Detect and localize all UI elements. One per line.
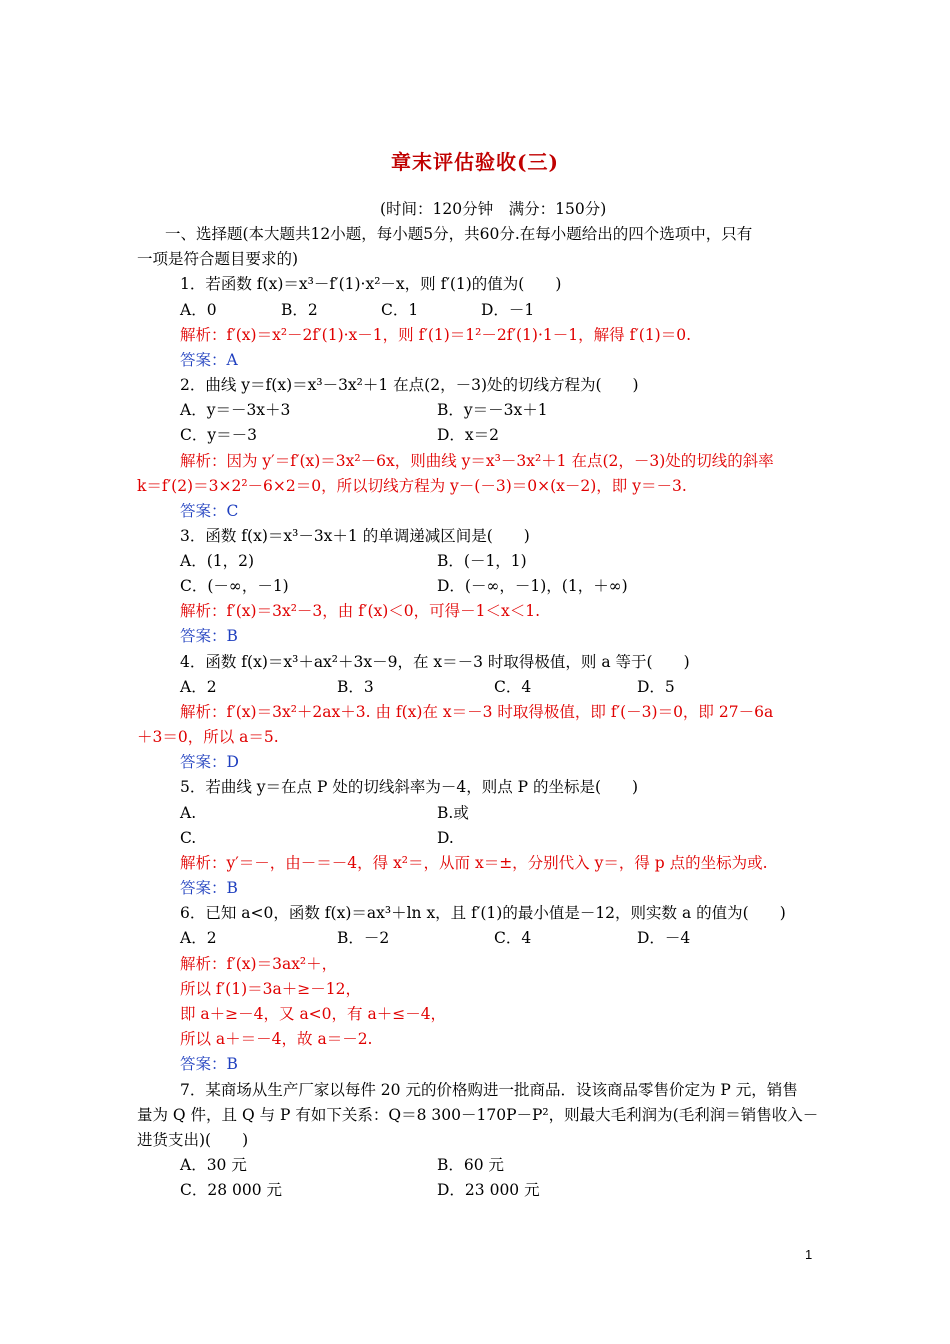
q2-stem: 2．曲线 y＝f(x)＝x³－3x²＋1 在点(2，－3)处的切线方程为( )	[180, 376, 639, 394]
q4-option-b: B．3	[337, 678, 374, 696]
page-number: 1	[805, 1247, 813, 1262]
q4-option-c: C．4	[494, 678, 532, 696]
q2-option-d: D．x＝2	[437, 426, 500, 444]
page-title: 章末评估验收(三)	[391, 150, 559, 174]
q3-analysis: 解析：f′(x)＝3x²－3，由 f′(x)＜0，可得－1＜x＜1.	[180, 602, 541, 620]
q5-analysis: 解析：y′＝－，由－＝－4，得 x²＝，从而 x＝±，分别代入 y＝，得 p 点的坐标为或.	[180, 854, 768, 872]
q7-stem-line1: 7．某商场从生产厂家以每件 20 元的价格购进一批商品．设该商品零售价定为 P 元，销售	[180, 1081, 798, 1099]
q4-analysis-line1: 解析：f′(x)＝3x²＋2ax＋3. 由 f(x)在 x＝－3 时取得极值，即 f′(－3)＝0，即 27－6a	[180, 703, 774, 721]
q4-option-a: A．2	[180, 678, 217, 696]
q7-option-d: D．23 000 元	[437, 1181, 540, 1199]
q2-analysis-line2: k＝f′(2)＝3×2²－6×2＝0，所以切线方程为 y－(－3)＝0×(x－2)，即 y＝－3.	[137, 477, 687, 495]
q4-option-d: D．5	[637, 678, 675, 696]
q3-option-d: D．(－∞，－1)，(1，＋∞)	[437, 577, 628, 595]
q5-option-c: C.	[180, 829, 197, 847]
q2-option-c: C．y＝－3	[180, 426, 257, 444]
q1-option-d: D．－1	[481, 301, 535, 319]
q6-analysis-line2: 所以 f′(1)＝3a＋≥－12，	[180, 980, 361, 998]
q6-analysis-line4: 所以 a＋＝－4，故 a＝－2.	[180, 1030, 373, 1048]
exam-info: (时间：120分钟 满分：150分)	[380, 200, 607, 218]
q7-option-a: A．30 元	[180, 1156, 247, 1174]
q3-option-c: C．(－∞，－1)	[180, 577, 289, 595]
q5-option-b: B.或	[437, 804, 469, 822]
q4-stem: 4．函数 f(x)＝x³＋ax²＋3x－9，在 x＝－3 时取得极值，则 a 等于( )	[180, 653, 690, 671]
q1-option-a: A．0	[180, 301, 217, 319]
section-heading-cont: 一项是符合题目要求的)	[137, 250, 299, 268]
q5-answer: 答案：B	[180, 879, 238, 897]
q6-analysis-line3: 即 a＋≥－4，又 a<0，有 a＋≤－4，	[180, 1005, 447, 1023]
q7-stem-line2: 量为 Q 件，且 Q 与 P 有如下关系：Q＝8 300－170P－P²，则最大毛利润为(毛利润＝销售收入－	[137, 1106, 819, 1124]
q1-option-c: C．1	[381, 301, 419, 319]
q6-option-a: A．2	[180, 929, 217, 947]
q3-option-b: B．(－1，1)	[437, 552, 527, 570]
q4-answer: 答案：D	[180, 753, 239, 771]
section-heading: 一、选择题(本大题共12小题，每小题5分，共60分.在每小题给出的四个选项中，只有	[165, 225, 753, 243]
q1-answer: 答案：A	[180, 351, 238, 369]
q7-option-c: C．28 000 元	[180, 1181, 283, 1199]
q4-analysis-line2: ＋3＝0，所以 a＝5.	[137, 728, 279, 746]
q3-stem: 3．函数 f(x)＝x³－3x＋1 的单调递减区间是( )	[180, 527, 530, 545]
q6-option-c: C．4	[494, 929, 532, 947]
q5-option-a: A.	[180, 804, 197, 822]
q5-stem: 5．若曲线 y＝在点 P 处的切线斜率为－4，则点 P 的坐标是( )	[180, 778, 639, 796]
q1-stem: 1．若函数 f(x)＝x³－f′(1)·x²－x，则 f′(1)的值为( )	[180, 275, 562, 293]
q6-option-b: B．－2	[337, 929, 390, 947]
q2-option-b: B．y＝－3x＋1	[437, 401, 548, 419]
q3-option-a: A．(1，2)	[180, 552, 255, 570]
q7-stem-line3: 进货支出)( )	[137, 1131, 249, 1149]
q3-answer: 答案：B	[180, 627, 238, 645]
q6-answer: 答案：B	[180, 1055, 238, 1073]
q7-option-b: B．60 元	[437, 1156, 505, 1174]
q6-option-d: D．－4	[637, 929, 691, 947]
q2-option-a: A．y＝－3x＋3	[180, 401, 291, 419]
q2-answer: 答案：C	[180, 502, 239, 520]
q6-analysis-line1: 解析：f′(x)＝3ax²＋，	[180, 955, 338, 973]
q2-analysis-line1: 解析：因为 y′＝f′(x)＝3x²－6x，则曲线 y＝x³－3x²＋1 在点(2，－3)处的切线的斜率	[180, 452, 774, 470]
q1-analysis: 解析：f′(x)＝x²－2f′(1)·x－1，则 f′(1)＝1²－2f′(1)·1－1，解得 f′(1)＝0.	[180, 326, 692, 344]
q1-option-b: B．2	[281, 301, 318, 319]
q6-stem: 6．已知 a<0，函数 f(x)＝ax³＋ln x，且 f′(1)的最小值是－12，则实数 a 的值为( )	[180, 904, 786, 922]
q5-option-d: D.	[437, 829, 454, 847]
